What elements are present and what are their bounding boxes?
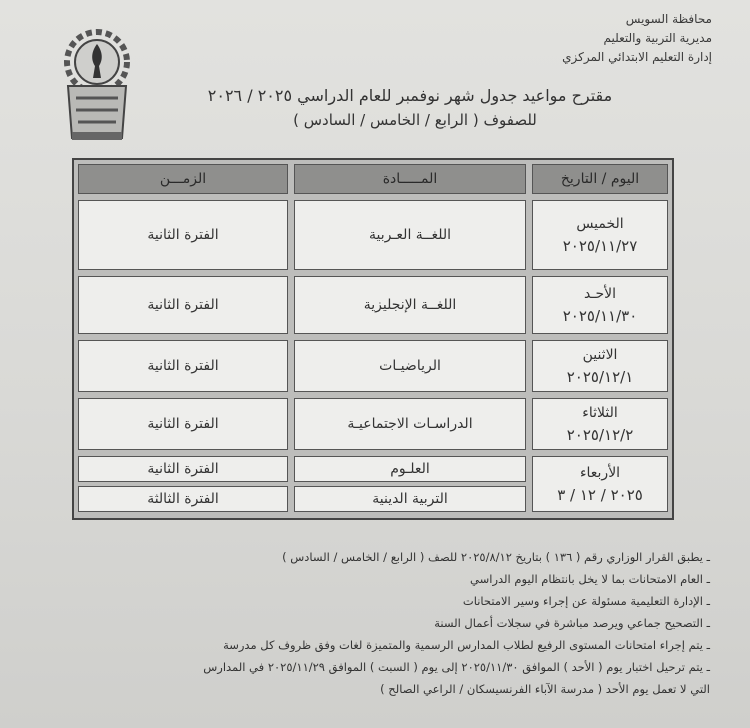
subject-cell: التربية الدينية [294, 486, 526, 512]
period-cell: الفترة الثانية [78, 276, 288, 334]
period-cell: الفترة الثانية [78, 398, 288, 450]
header-time: الزمـــن [78, 164, 288, 194]
note-item: ـ يطبق القرار الوزاري رقم ( ١٣٦ ) بتاريخ ٢٠٢٥/٨/١٢ للصف ( الرابع / الخامس / السادس ) [282, 550, 710, 564]
day-cell [532, 456, 668, 512]
day-date: ٢٠٢٥/١٢/١ [566, 368, 634, 386]
day-cell [532, 340, 668, 392]
subject-cell: اللغــة الإنجليزية [294, 276, 526, 334]
day-name: الخميس [576, 216, 624, 232]
notes-list [30, 546, 710, 700]
note-item: ـ العام الامتحانات بما لا يخل بانتظام اليوم الدراسي [470, 572, 710, 586]
day-date: ٢٠٢٥/١٢/٢ [566, 426, 634, 444]
note-item: ـ يتم ترحيل اختبار يوم ( الأحد ) الموافق ٢٠٢٥/١١/٣٠ إلى يوم ( السبت ) الموافق ٢٠٢٥/١١/٢٩ في المدارس [203, 660, 710, 674]
note-item: ـ الإدارة التعليمية مسئولة عن إجراء وسير الامتحانات [462, 594, 710, 608]
day-cell [532, 276, 668, 334]
period-cell: الفترة الثانية [78, 200, 288, 270]
day-date: ٢٠٢٥/١١/٣٠ [562, 307, 638, 325]
day-cell [532, 200, 668, 270]
subject-cell: الرياضيـات [294, 340, 526, 392]
header-subject: المـــــادة [294, 164, 526, 194]
day-cell [532, 398, 668, 450]
subject-cell: اللغــة العـربية [294, 200, 526, 270]
schedule-titles [140, 86, 690, 129]
administration-line: إدارة التعليم الابتدائي المركزي [562, 50, 712, 64]
period-cell: الفترة الثالثة [78, 486, 288, 512]
day-date: ٢٠٢٥ / ١٢ / ٣ [557, 486, 643, 504]
grades-subtitle: للصفوف ( الرابع / الخامس / السادس ) [293, 111, 537, 129]
note-item: ـ يتم إجراء امتحانات المستوى الرفيع لطلاب المدارس الرسمية والمتميزة لغات وفق ظروف كل مدرسة [223, 638, 710, 652]
subject-cell: العلـوم [294, 456, 526, 482]
day-date: ٢٠٢٥/١١/٢٧ [562, 237, 638, 255]
period-cell: الفترة الثانية [78, 456, 288, 482]
period-cell: الفترة الثانية [78, 340, 288, 392]
directorate-line: مديرية التربية والتعليم [603, 31, 712, 45]
day-name: الأربعاء [579, 465, 621, 481]
governorate-line: محافظة السويس [625, 12, 712, 26]
note-item: التي لا تعمل يوم الأحد ( مدرسة الآباء الفرنسيسكان / الراعي الصالح ) [380, 682, 710, 696]
subject-cell: الدراسـات الاجتماعيـة [294, 398, 526, 450]
exam-schedule-table [72, 158, 674, 520]
day-name: الاثنين [582, 347, 618, 363]
day-name: الثلاثاء [582, 405, 618, 421]
letterhead [562, 10, 712, 67]
header-day-date: اليوم / التاريخ [532, 164, 668, 194]
schedule-title: مقترح مواعيد جدول شهر نوفمبر للعام الدراسي ٢٠٢٥ / ٢٠٢٦ [207, 86, 613, 105]
day-name: الأحـد [584, 286, 616, 302]
note-item: ـ التصحيح جماعي ويرصد مباشرة في سجلات أعمال السنة [434, 616, 710, 630]
ministry-logo-icon [58, 26, 136, 148]
